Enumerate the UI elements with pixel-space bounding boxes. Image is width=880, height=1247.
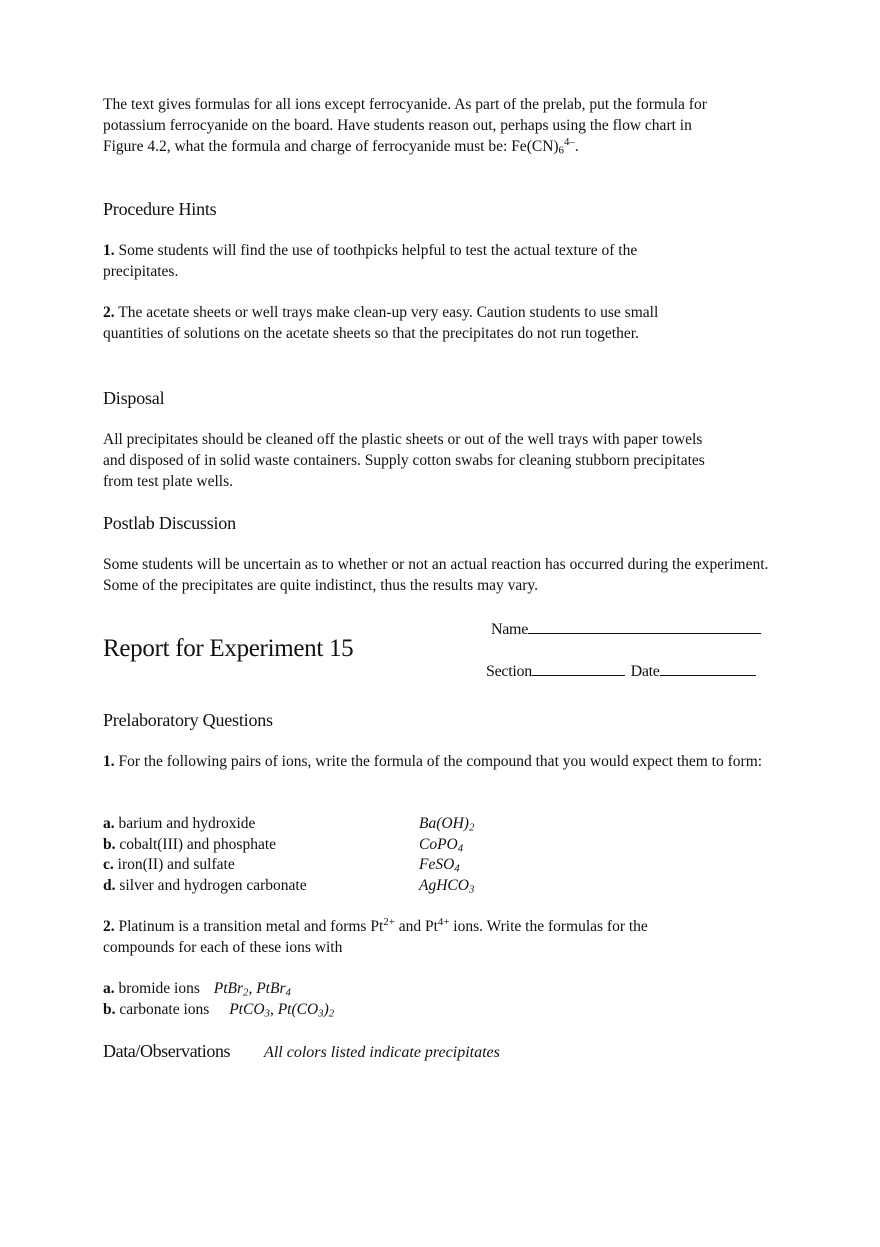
postlab-text: Some students will be uncertain as to whether or not an actual reaction has occurred during the experiment. Some of the precipitates are quite indistinct, thus the results may vary. — [103, 556, 769, 594]
answer-formula — [419, 834, 463, 855]
item-text: silver and hydrogen carbonate — [119, 877, 307, 895]
disposal-heading: Disposal — [103, 388, 165, 408]
question-1-answers — [103, 813, 603, 896]
formula-subscript: 4 — [457, 842, 464, 855]
question-1-number: 1. — [103, 753, 115, 770]
charge-superscript: 2+ — [383, 916, 395, 929]
answer-formula — [214, 980, 291, 997]
data-observations-note: All colors listed indicate precipitates — [264, 1044, 500, 1061]
section-blank[interactable] — [532, 675, 625, 676]
hint-1-text: Some students will find the use of toothpicks helpful to test the actual texture of the precipitates. — [103, 242, 638, 280]
item-letter: b. — [103, 1000, 116, 1018]
charge-superscript: 4+ — [437, 916, 450, 929]
section-date-field — [486, 663, 756, 681]
answer-row — [103, 854, 603, 875]
item-text: barium and hydroxide — [118, 815, 256, 832]
formula-subscript: 3 — [468, 883, 475, 896]
formula-base: Fe(CN) — [511, 138, 559, 155]
item-text: carbonate ions — [119, 1000, 210, 1018]
name-label: Name — [491, 621, 529, 638]
formula-subscript: 2 — [328, 1007, 335, 1020]
formula-subscript: 2 — [243, 986, 249, 999]
data-observations — [103, 1041, 703, 1062]
item-text: bromide ions — [118, 980, 200, 997]
answer-formula — [229, 1001, 334, 1018]
hint-2-number: 2. — [103, 304, 115, 321]
ferrocyanide-formula — [511, 138, 579, 155]
formula-part: FeSO — [419, 856, 455, 874]
procedure-hint-2 — [103, 302, 693, 344]
formula-part: , Pt(CO — [269, 1000, 319, 1018]
formula-subscript: 4 — [454, 863, 460, 876]
date-blank[interactable] — [660, 675, 756, 676]
formula-part: , PtBr — [248, 980, 286, 997]
data-observations-heading: Data/Observations — [103, 1041, 231, 1061]
formula-part: PtCO — [229, 1000, 265, 1018]
date-label: Date — [630, 663, 660, 680]
postlab-heading: Postlab Discussion — [103, 513, 236, 533]
item-text: iron(II) and sulfate — [117, 856, 235, 874]
procedure-heading: Procedure Hints — [103, 199, 217, 219]
question-2-text-a: Platinum is a transition metal and forms Pt — [118, 918, 384, 935]
formula-subscript: 2 — [468, 821, 475, 834]
answer-formula — [419, 854, 460, 875]
item-letter: a. — [103, 815, 115, 832]
answer-row — [103, 978, 503, 999]
hint-1-number: 1. — [103, 242, 115, 259]
question-2-text-c: ions. Write the formulas for the compounds for each of these ions with — [103, 918, 648, 956]
formula-subscript: 6 — [558, 144, 564, 157]
report-title: Report for Experiment 15 — [103, 635, 354, 662]
item-letter: b. — [103, 835, 116, 853]
prelab-heading: Prelaboratory Questions — [103, 710, 273, 730]
answer-formula — [419, 813, 474, 834]
formula-part: PtBr — [213, 980, 244, 997]
formula-part: ) — [323, 1000, 329, 1018]
answer-row — [103, 999, 503, 1020]
formula-superscript: 4– — [563, 136, 575, 149]
answer-formula — [419, 875, 474, 896]
item-letter: d. — [103, 877, 116, 895]
formula-part: AgHCO — [419, 877, 469, 895]
question-2 — [103, 916, 723, 958]
name-blank[interactable] — [528, 633, 761, 634]
procedure-hint-1 — [103, 240, 713, 282]
item-letter: a. — [103, 980, 115, 997]
answer-row — [103, 813, 603, 834]
intro-text: The text gives formulas for all ions except ferrocyanide. As part of the prelab, put the formula for potassium ferrocyanide on the board. Have students reason out, perhaps using the flow chart in Figure 4.2, what the formula and charge of ferrocyanide must be: — [103, 96, 707, 155]
item-text: cobalt(III) and phosphate — [119, 835, 277, 853]
answer-row — [103, 834, 603, 855]
formula-part: CoPO — [419, 835, 458, 853]
formula-subscript: 3 — [318, 1007, 324, 1020]
answer-row — [103, 875, 603, 896]
formula-subscript: 3 — [264, 1007, 270, 1020]
name-field — [491, 621, 761, 639]
disposal-text: All precipitates should be cleaned off the plastic sheets or out of the well trays with paper towels and disposed of in solid waste containers. Supply cotton swabs for cleaning stubborn precipitates from test plate wells. — [103, 431, 705, 490]
intro-paragraph — [103, 94, 723, 157]
formula-part: Ba(OH) — [419, 815, 469, 832]
question-2-number: 2. — [103, 918, 115, 935]
hint-2-text: The acetate sheets or well trays make clean-up very easy. Caution students to use small quantities of solutions on the acetate sheets so that the precipitates do not run together. — [103, 304, 659, 342]
formula-end: . — [574, 138, 579, 155]
question-2-text-b: and Pt — [394, 918, 438, 935]
item-letter: c. — [103, 856, 114, 874]
question-1-text: For the following pairs of ions, write the formula of the compound that you would expect them to form: — [118, 753, 763, 770]
question-2-answers — [103, 978, 503, 1019]
section-label: Section — [486, 663, 532, 680]
question-1 — [103, 751, 793, 772]
formula-subscript: 4 — [285, 986, 291, 999]
